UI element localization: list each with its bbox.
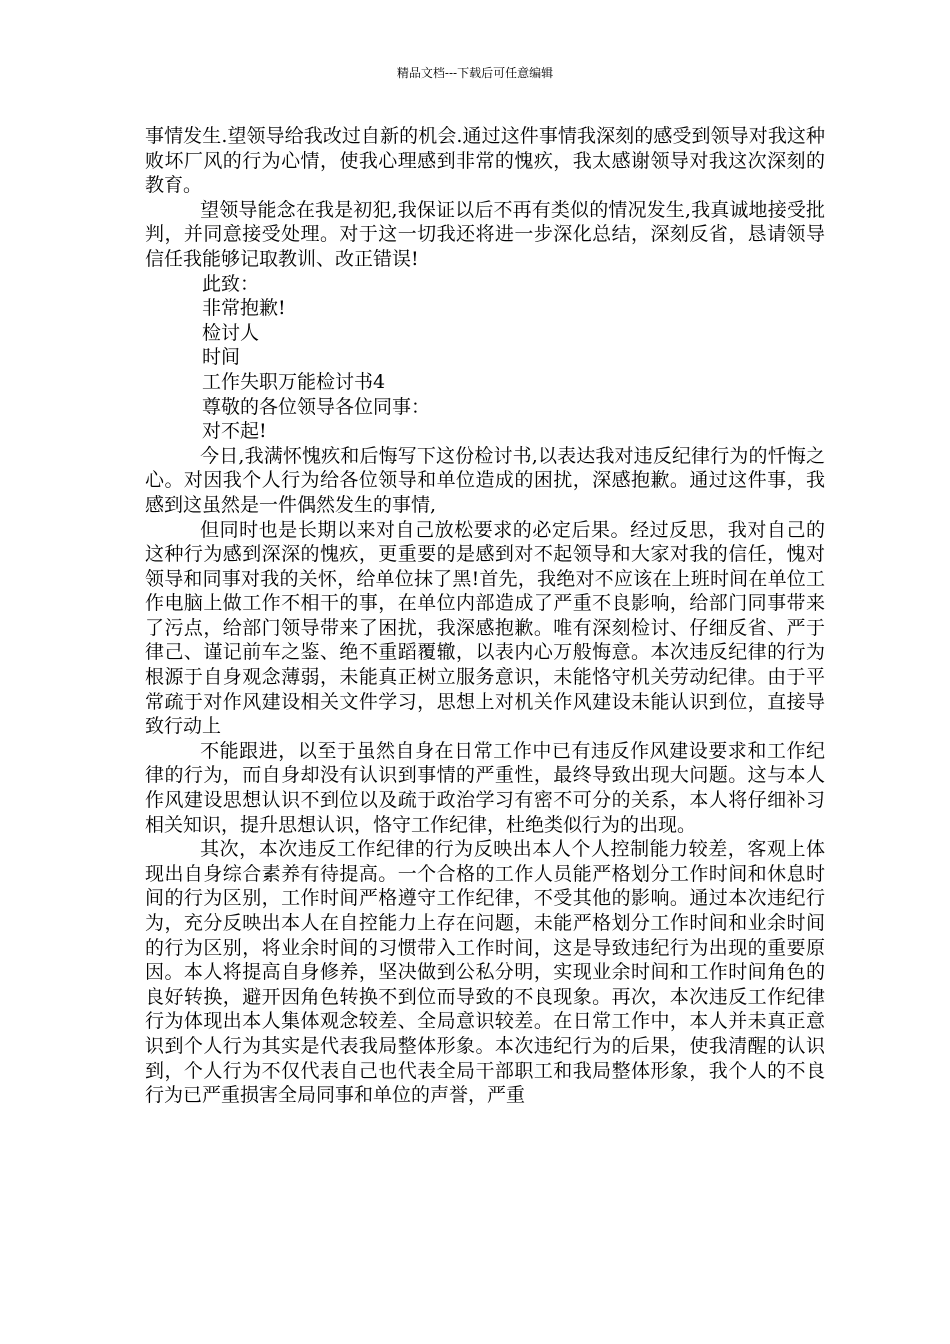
apology-line: 对不起!	[202, 420, 267, 443]
document-body	[145, 124, 825, 1108]
salutation: 尊敬的各位领导各位同事：	[202, 395, 431, 418]
paragraph: 望领导能念在我是初犯,我保证以后不再有类似的情况发生,我真诚地接受批判，并同意接受处理。对于这一切我还将进一步深化总结，深刻反省，恳请领导信任我能够记取教训、改正错误!	[145, 198, 825, 270]
paragraph: 其次，本次违反工作纪律的行为反映出本人个人控制能力较差，客观上体现出自身综合素养有待提高。一个合格的工作人员能严格划分工作时间和休息时间的行为区别，工作时间严格遵守工作纪律，不受其他的影响。通过本次违纪行为，充分反映出本人在自控能力上存在问题，未能严格划分工作时间和业余时间的行为区别，将业余时间的习惯带入工作时间，这是导致违纪行为出现的重要原因。本人将提高自身修养，坚决做到公私分明，实现业余时间和工作时间角色的良好转换，避开因角色转换不到位而导致的不良现象。再次，本次违反工作纪律行为体现出本人集体观念较差、全局意识较差。在日常工作中，本人并未真正意识到个人行为其实是代表我局整体形象。本次违纪行为的后果，使我清醒的认识到，个人行为不仅代表自己也代表全局干部职工和我局整体形象，我个人的不良行为已严重损害全局同事和单位的声誉，严重	[145, 838, 825, 1107]
paragraph: 今日,我满怀愧疚和后悔写下这份检讨书,以表达我对违反纪律行为的忏悔之心。对因我个人行为给各位领导和单位造成的困扰，深感抱歉。通过这件事，我感到这虽然是一件偶然发生的事情,	[145, 444, 825, 516]
section-title: 工作失职万能检讨书4	[202, 370, 386, 393]
paragraph: 事情发生.望领导给我改过自新的机会.通过这件事情我深刻的感受到领导对我这种败坏厂风的行为心情，使我心理感到非常的愧疚，我太感谢领导对我这次深刻的教育。	[145, 125, 825, 197]
paragraph: 不能跟进，以至于虽然自身在日常工作中已有违反作风建设要求和工作纪律的行为，而自身却没有认识到事情的严重性，最终导致出现大问题。这与本人作风建设思想认识不到位以及疏于政治学习有密不可分的关系，本人将仔细补习相关知识，提升思想认识，恪守工作纪律，杜绝类似行为的出现。	[145, 739, 825, 836]
closing-line: 此致：	[202, 272, 260, 295]
paragraph: 但同时也是长期以来对自己放松要求的必定后果。经过反思，我对自己的这种行为感到深深的愧疚，更重要的是感到对不起领导和大家对我的信任，愧对领导和同事对我的关怀，给单位抹了黑!首先，我绝对不应该在上班时间在单位工作电脑上做工作不相干的事，在单位内部造成了严重不良影响，给部门同事带来了污点，给部门领导带来了困扰，我深感抱歉。唯有深刻检讨、仔细反省、严于律己、谨记前车之鉴、绝不重蹈覆辙，以表内心万般悔意。本次违反纪律的行为根源于自身观念薄弱，未能真正树立服务意识，未能恪守机关劳动纪律。由于平常疏于对作风建设相关文件学习，思想上对机关作风建设未能认识到位，直接导致行动上	[145, 518, 825, 738]
date-line: 时间	[202, 346, 241, 369]
closing-line: 非常抱歉!	[202, 297, 286, 320]
page-header: 精品文档---下载后可任意编辑	[396, 66, 554, 80]
signature-line: 检讨人	[202, 321, 260, 344]
